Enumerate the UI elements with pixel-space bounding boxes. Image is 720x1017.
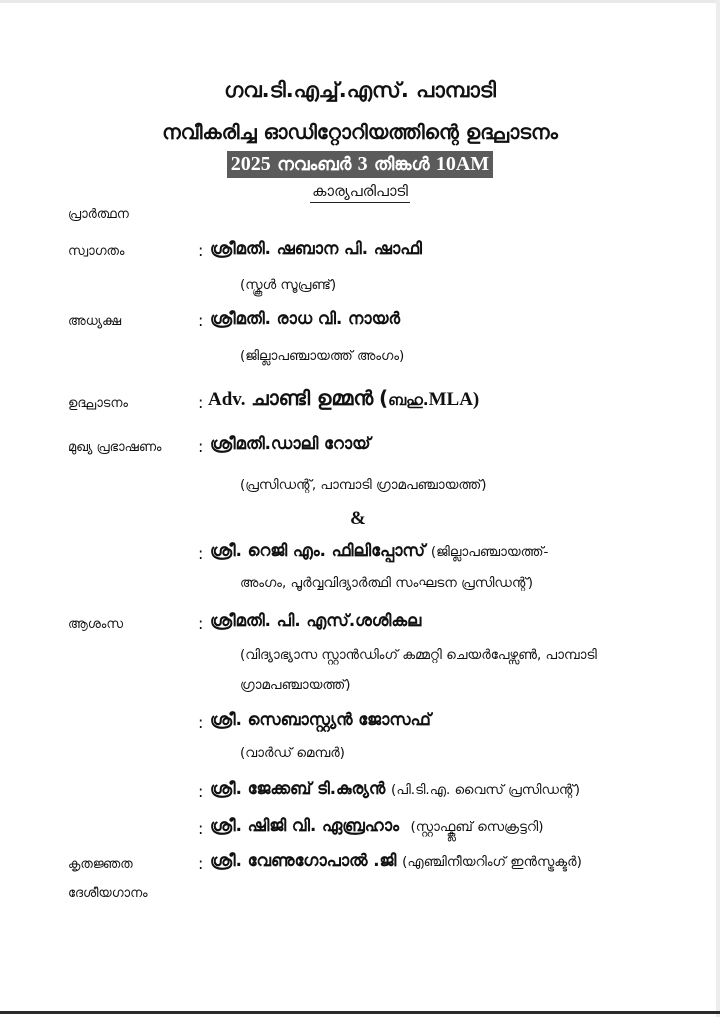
felicitation-1-role-line1: (വിദ്യാഭ്യാസ സ്റ്റാൻഡിംഗ് കമ്മറ്റി ചെയർപേഴ്സൺ, പാമ്പാടി	[240, 647, 597, 663]
event-date-banner	[0, 151, 720, 178]
date-year: 2025	[230, 153, 271, 175]
felicitation-2-name: ശ്രീ. സെബാസ്റ്റ്യൻ ജോസഫ്	[210, 710, 431, 729]
felicitation-3-name: ശ്രീ. ജേക്കബ് ടി.കുര്യൻ	[210, 779, 386, 798]
welcome-speaker-role: (സ്കൂൾ സൂപ്രണ്ട്)	[240, 277, 337, 293]
welcome-speaker-name: ശ്രീമതി. ഷബാന പി. ഷാഫി	[210, 239, 422, 258]
date-month: നവംബർ	[277, 154, 352, 175]
keynote-second-speaker	[210, 541, 548, 561]
date-weekday: തിങ്കൾ	[373, 154, 430, 175]
felicitation-1-role-line2: ഗ്രാമപഞ്ചായത്ത്)	[240, 677, 351, 693]
date-highlight	[227, 151, 493, 178]
vote-of-thanks-speaker	[210, 851, 582, 871]
inauguration-prefix: Adv.	[208, 389, 246, 410]
keynote-second-role-line1: (ജില്ലാപഞ്ചായത്ത്-	[430, 544, 549, 560]
prayer-label: പ്രാർത്ഥന	[68, 207, 129, 222]
felicitation-1-name: ശ്രീമതി. പി. എസ്.ശശികല	[210, 611, 422, 630]
presidency-colon: :	[198, 311, 204, 330]
felicitation-1-colon: :	[198, 614, 204, 633]
date-time: 10AM	[435, 153, 490, 175]
felicitation-4-name: ശ്രീ. ഷിജി വി. ഏബ്രഹാം	[210, 816, 399, 835]
inauguration-speaker	[208, 386, 479, 411]
event-subtitle: നവീകരിച്ച ഓഡിറ്റോറിയത്തിന്റെ ഉദ്ഘാടനം	[162, 120, 558, 144]
school-title: ഗവ.ടി.എച്ച്.എസ്. പാമ്പാടി	[224, 78, 496, 102]
presidency-label: അധ്യക്ഷ	[68, 314, 122, 329]
felicitation-4-colon: :	[198, 819, 204, 838]
felicitation-2-colon: :	[198, 713, 204, 732]
keynote-label: മുഖ്യ പ്രഭാഷണം	[68, 440, 162, 455]
felicitation-2-role: (വാർഡ് മെമ്പർ)	[240, 745, 345, 761]
felicitation-3-colon: :	[198, 782, 204, 801]
inauguration-suffix-open: (	[378, 386, 389, 410]
keynote-speaker-name: ശ്രീമതി.ഡാലി റോയ്	[210, 434, 371, 453]
vote-of-thanks-label: കൃതജ്ഞത	[68, 857, 133, 872]
inauguration-label: ഉദ്ഘാടനം	[68, 396, 128, 411]
keynote-second-colon: :	[198, 544, 204, 563]
page-top-edge	[0, 0, 720, 3]
inauguration-colon: :	[198, 393, 204, 412]
keynote-second-speaker-name: ശ്രീ. റെജി എം. ഫിലിപ്പോസ്	[210, 541, 426, 560]
felicitation-label: ആശംസ	[68, 617, 124, 632]
date-day: 3	[357, 153, 368, 175]
inauguration-speaker-name: ചാണ്ടി ഉമ്മൻ	[251, 386, 374, 410]
felicitation-3-speaker	[210, 779, 580, 799]
presidency-speaker-name: ശ്രീമതി. രാധ വി. നായർ	[210, 309, 401, 328]
presidency-speaker-role: (ജില്ലാപഞ്ചായത്ത് അംഗം)	[240, 348, 405, 364]
page-bottom-edge	[0, 1011, 720, 1014]
programme-heading	[0, 181, 720, 200]
welcome-label: സ്വാഗതം	[68, 244, 125, 259]
welcome-colon: :	[198, 241, 204, 260]
inauguration-suffix-mal: ബഹു.	[388, 391, 429, 409]
keynote-speaker-role: (പ്രസിഡന്റ്, പാമ്പാടി ഗ്രാമപഞ്ചായത്ത്)	[240, 477, 487, 493]
national-anthem-label: ദേശീയഗാനം	[68, 886, 148, 901]
felicitation-4-role: (സ്റ്റാഫ്ക്ലബ് സെക്രട്ടറി)	[410, 819, 544, 835]
keynote-second-role-line2: അംഗം, പൂർവ്വവിദ്യാർത്ഥി സംഘടന പ്രസിഡന്റ്)	[240, 575, 533, 591]
vote-of-thanks-role: (എഞ്ചിനീയറിംഗ് ഇൻസ്ട്രക്ടർ)	[402, 854, 582, 870]
vote-of-thanks-name: ശ്രീ. വേണുഗോപാൽ .ജി	[210, 851, 397, 870]
ampersand: &	[350, 508, 366, 529]
vote-of-thanks-colon: :	[198, 854, 204, 873]
inauguration-suffix-en: MLA)	[428, 389, 480, 410]
felicitation-4-speaker	[210, 816, 544, 836]
felicitation-3-role: (പി.ടി.എ. വൈസ് പ്രസിഡന്റ്)	[391, 782, 581, 798]
keynote-colon: :	[198, 437, 204, 456]
programme-heading-text: കാര്യപരിപാടി	[310, 182, 410, 203]
